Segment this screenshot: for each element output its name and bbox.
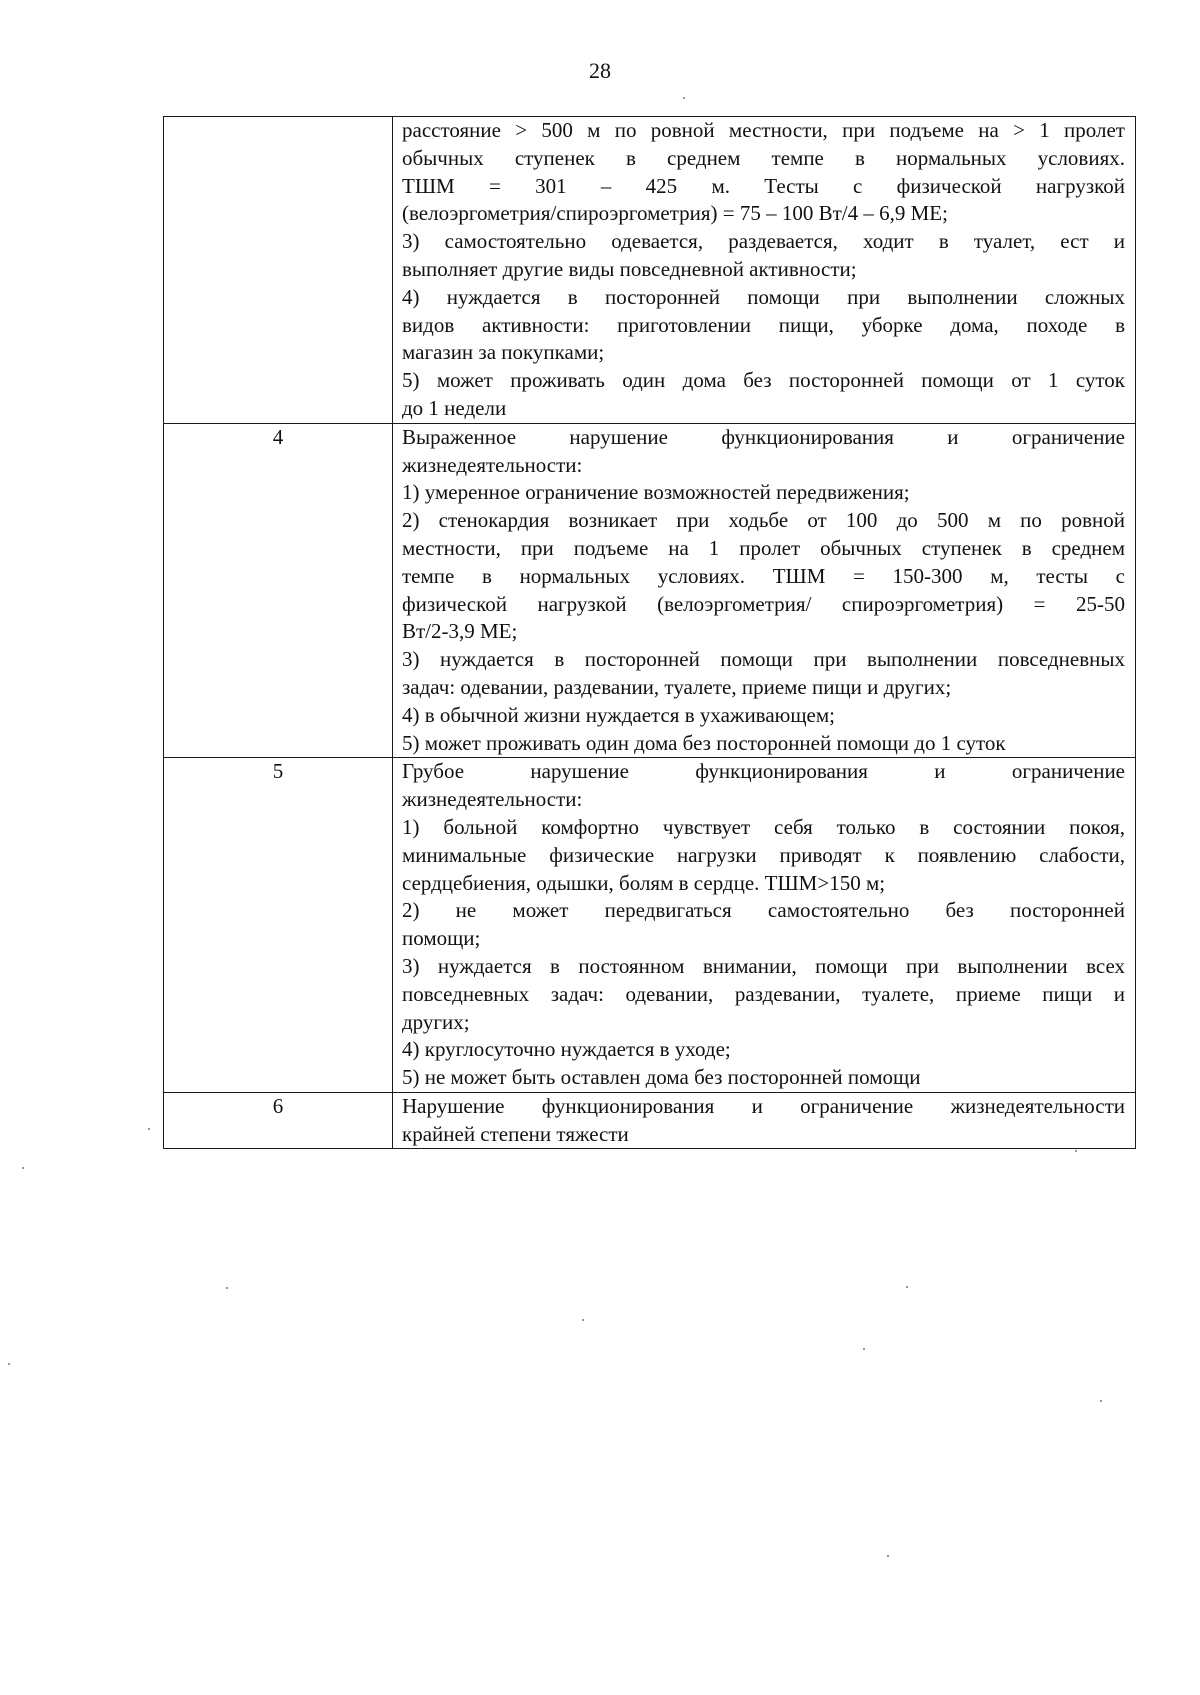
description-line: 3) самостоятельно одевается, раздевается, ходит в туалет, ест и xyxy=(402,229,1125,254)
description-line: обычных ступенек в среднем темпе в нормальных условиях. xyxy=(402,145,1125,170)
disability-degree-table xyxy=(163,116,1136,1149)
scan-speck xyxy=(887,1555,889,1557)
scan-speck xyxy=(863,1348,865,1350)
description-line: 3) нуждается в посторонней помощи при выполнении повседневных xyxy=(402,647,1125,672)
description-line: 4) нуждается в посторонней помощи при выполнении сложных xyxy=(402,284,1125,309)
description-line: 1) больной комфортно чувствует себя только в состоянии покоя, xyxy=(402,814,1125,839)
degree-number-cell: 5 xyxy=(164,758,393,1093)
description-line: 5) может проживать один дома без посторонней помощи от 1 суток xyxy=(402,368,1125,393)
description-line: физической нагрузкой (велоэргометрия/ спироэргометрия) = 25-50 xyxy=(402,591,1125,616)
description-line: других; xyxy=(402,1009,470,1034)
description-line: Выраженное нарушение функционирования и ограничение xyxy=(402,424,1125,449)
description-line: темпе в нормальных условиях. ТШМ = 150-300 м, тесты с xyxy=(402,563,1125,588)
scan-speck xyxy=(582,1319,584,1321)
description-line: магазин за покупками; xyxy=(402,340,605,365)
description-line: расстояние > 500 м по ровной местности, при подъеме на > 1 пролет xyxy=(402,118,1125,142)
scan-speck xyxy=(226,1287,228,1289)
table-row xyxy=(164,1092,1136,1149)
scan-speck xyxy=(1100,1400,1102,1402)
description-line: крайней степени тяжести xyxy=(402,1121,629,1146)
degree-number-cell: 4 xyxy=(164,423,393,758)
description-line: 3) нуждается в постоянном внимании, помощи при выполнении всех xyxy=(402,953,1125,978)
description-line: местности, при подъеме на 1 пролет обычных ступенек в среднем xyxy=(402,535,1125,560)
description-line: повседневных задач: одевании, раздевании, туалете, приеме пищи и xyxy=(402,981,1125,1006)
scan-speck xyxy=(8,1363,10,1365)
description-line: Вт/2-3,9 МЕ; xyxy=(402,619,518,644)
description-line: 2) не может передвигаться самостоятельно без посторонней xyxy=(402,898,1125,923)
degree-description-cell xyxy=(393,758,1136,1093)
table-row xyxy=(164,758,1136,1093)
description-line: 2) стенокардия возникает при ходьбе от 100 до 500 м по ровной xyxy=(402,508,1125,533)
description-line: ТШМ = 301 – 425 м. Тесты с физической нагрузкой xyxy=(402,173,1125,198)
description-line: задач: одевании, раздевании, туалете, приеме пищи и других; xyxy=(402,674,952,699)
description-line: сердцебиения, одышки, болям в сердце. ТШМ>150 м; xyxy=(402,870,886,895)
description-line: жизнедеятельности: xyxy=(402,452,583,477)
description-line: помощи; xyxy=(402,926,481,951)
description-line: до 1 недели xyxy=(402,395,507,420)
scan-speck xyxy=(148,1128,150,1130)
description-line: жизнедеятельности: xyxy=(402,787,583,812)
description-line: видов активности: приготовлении пищи, уборке дома, походе в xyxy=(402,312,1125,337)
description-line: Грубое нарушение функционирования и ограничение xyxy=(402,759,1125,784)
degree-number-cell: 6 xyxy=(164,1092,393,1149)
page-number: 28 xyxy=(589,58,611,83)
scan-speck xyxy=(1075,1150,1077,1152)
description-line: 5) может проживать один дома без посторонней помощи до 1 суток xyxy=(402,730,1006,755)
description-line: 4) в обычной жизни нуждается в ухаживающем; xyxy=(402,702,835,727)
degree-description-cell xyxy=(393,117,1136,424)
description-line: выполняет другие виды повседневной активности; xyxy=(402,256,857,281)
description-line: 4) круглосуточно нуждается в уходе; xyxy=(402,1037,731,1062)
description-line: Нарушение функционирования и ограничение жизнедеятельности xyxy=(402,1093,1125,1118)
description-line: 5) не может быть оставлен дома без посторонней помощи xyxy=(402,1065,921,1090)
scan-speck xyxy=(22,1167,24,1169)
degree-description-cell xyxy=(393,423,1136,758)
degree-description-cell xyxy=(393,1092,1136,1149)
degree-number-cell xyxy=(164,117,393,424)
table-row xyxy=(164,423,1136,758)
scan-speck xyxy=(906,1286,908,1288)
table-row xyxy=(164,117,1136,424)
description-line: минимальные физические нагрузки приводят к появлению слабости, xyxy=(402,842,1125,867)
scan-speck xyxy=(683,97,685,99)
description-line: (велоэргометрия/спироэргометрия) = 75 – 100 Вт/4 – 6,9 МЕ; xyxy=(402,201,948,226)
description-line: 1) умеренное ограничение возможностей передвижения; xyxy=(402,480,910,505)
